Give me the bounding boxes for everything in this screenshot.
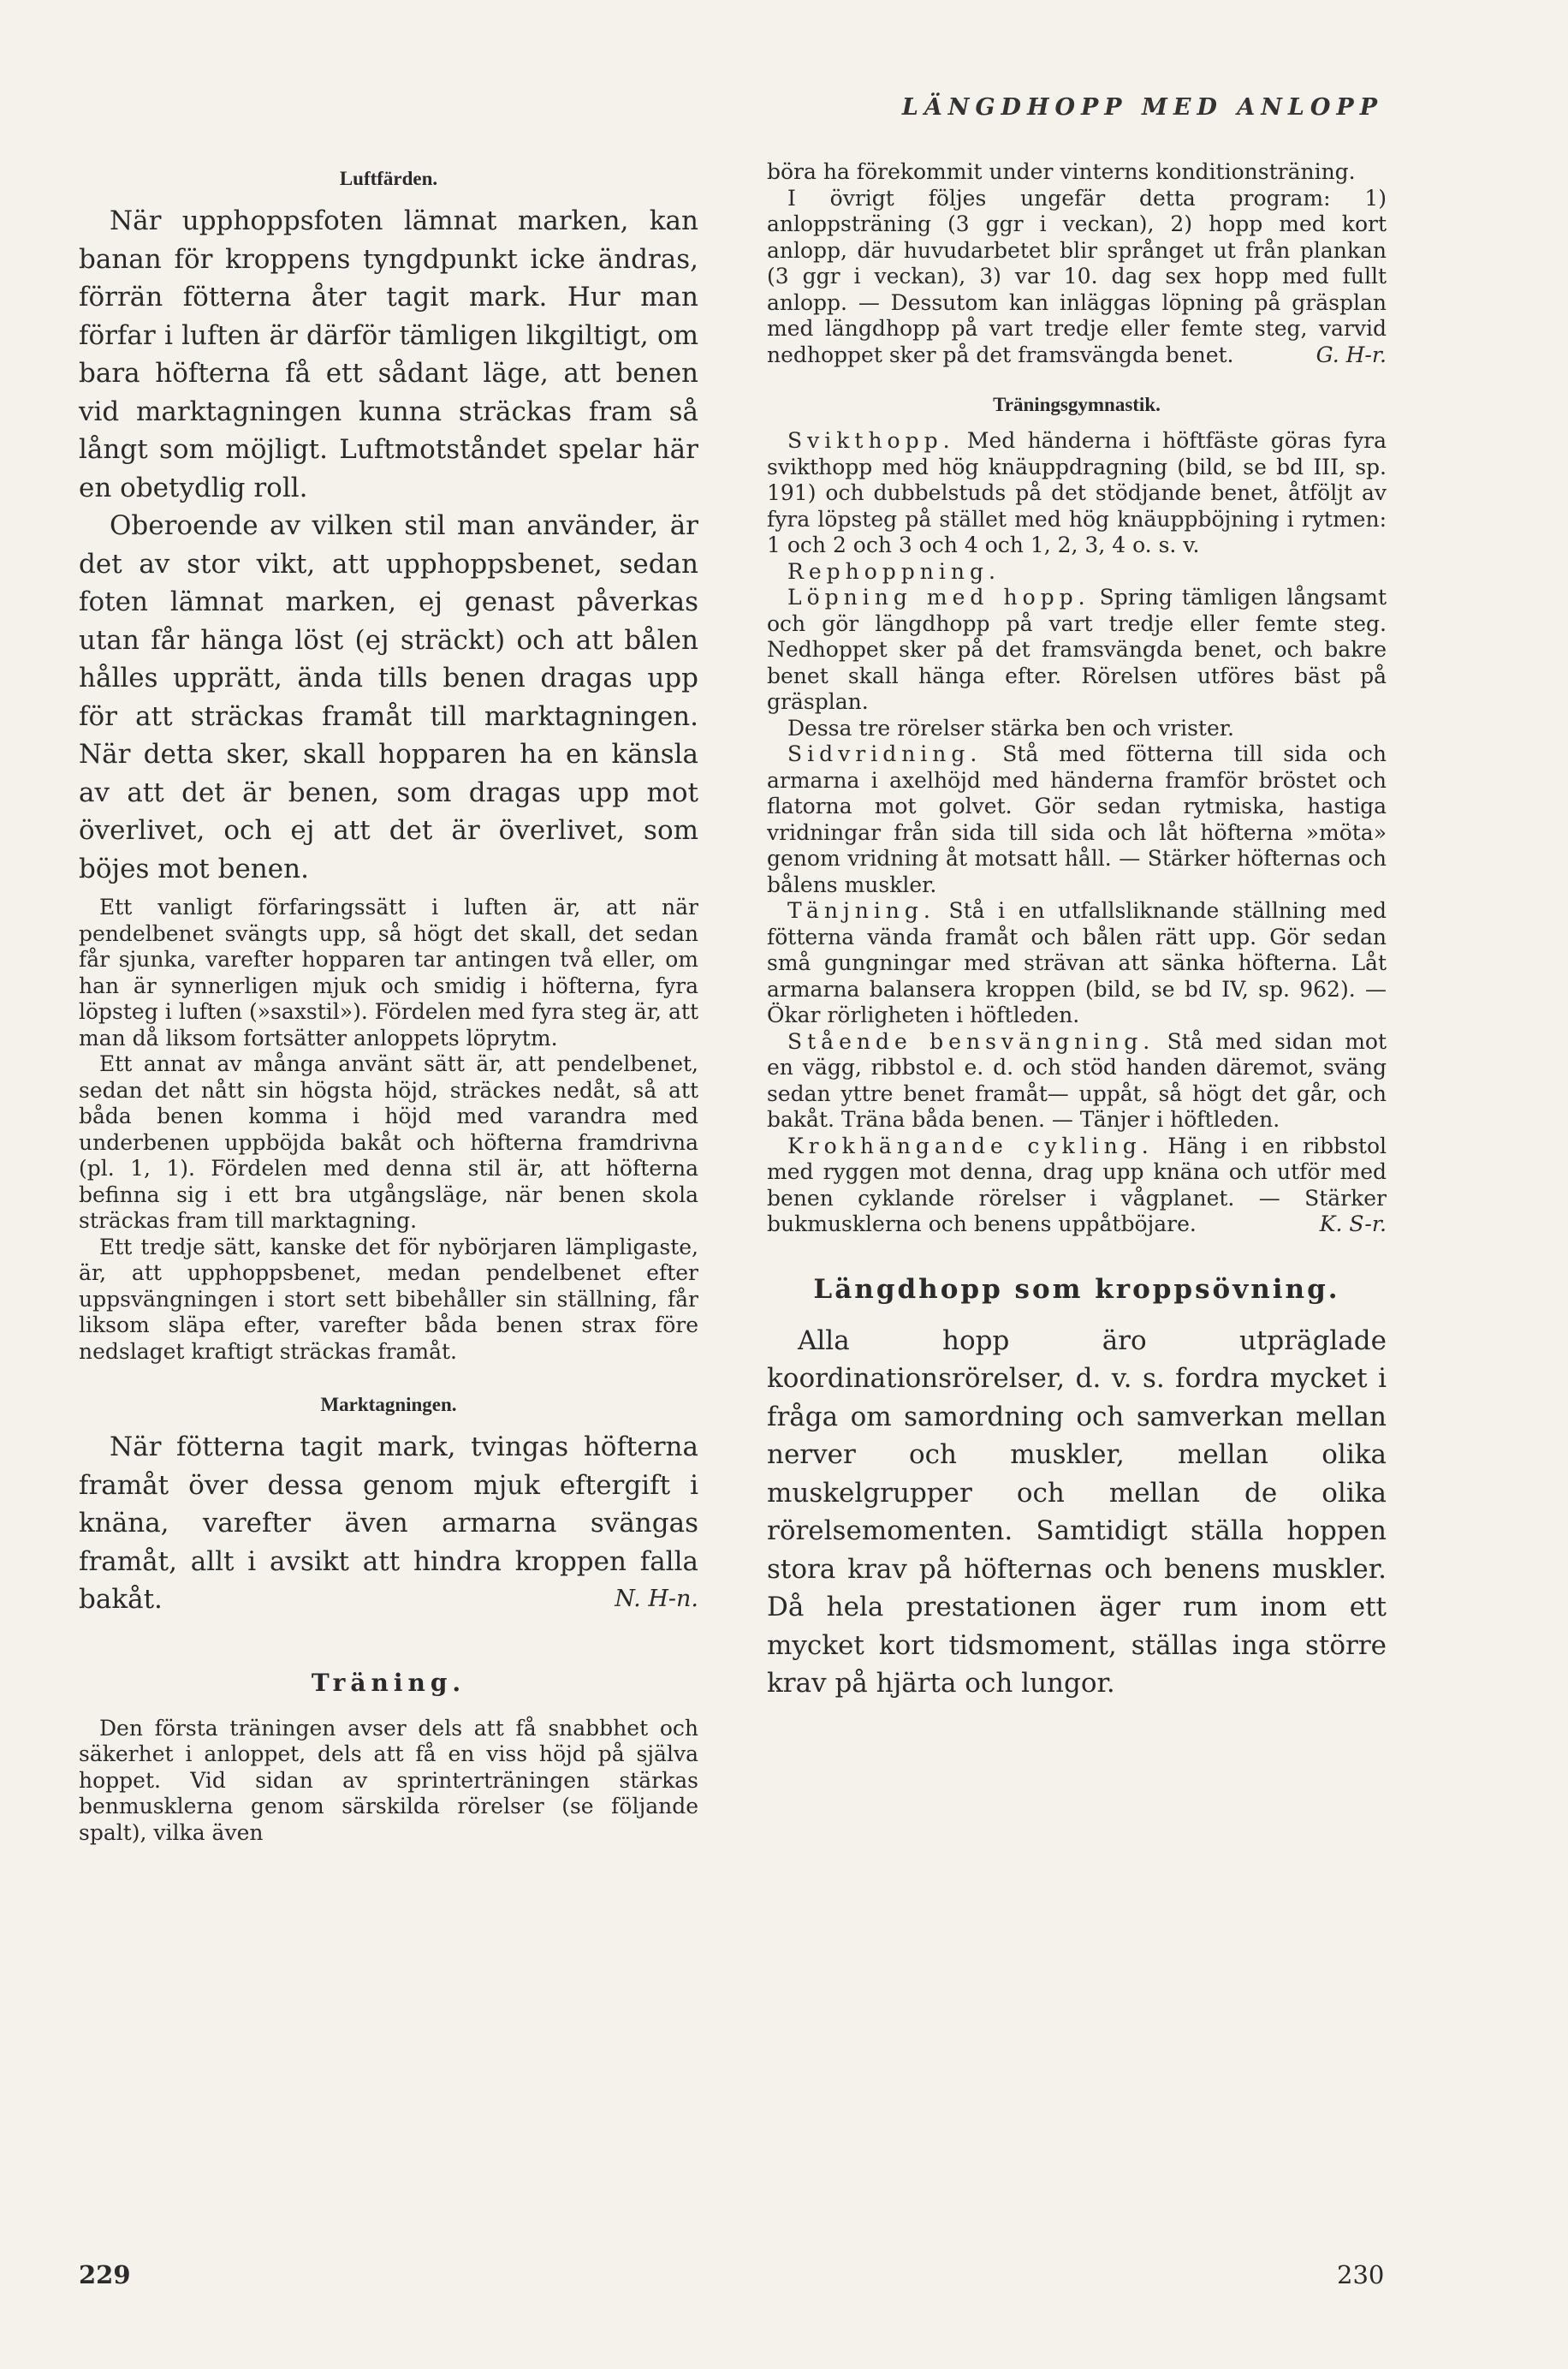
left-column bbox=[79, 163, 698, 1846]
signature: K. S-r. bbox=[1319, 1211, 1387, 1236]
paragraph: Den första träningen avser dels att få snabbhet och säkerhet i anloppet, dels att få en viss höjd på själva hoppet. Vid sidan av sprinterträningen stärkas benmusklerna genom särskilda rörelser (se följande spalt), vilka även bbox=[79, 1715, 698, 1845]
paragraph: Ett tredje sätt, kanske det för nybörjaren lämpligaste, är, att upphoppsbenet, medan pendelbenet efter uppsvängningen i stort sett bibehåller sin ställning, får liksom släpa efter, varefter båda benen strax före nedslaget kraftigt sträckas framåt. bbox=[79, 1234, 698, 1364]
exercise bbox=[767, 1134, 1387, 1238]
exercise bbox=[767, 585, 1387, 716]
exercise-title: Sidvridning. bbox=[787, 741, 983, 766]
exercise bbox=[767, 428, 1387, 559]
exercise-text: Stå i en utfallsliknande ställning med fötterna vända framåt och bålen rätt upp. Gör sedan små gungningar med strävan att sänka höfterna. Låt armarna balansera kroppen (bild, se bd IV, sp. 962). — Ökar rörligheten i höftleden. bbox=[767, 898, 1387, 1027]
exercise-title: Svikthopp. bbox=[787, 428, 955, 453]
heading-kroppsovning: Längdhopp som kroppsövning. bbox=[813, 1273, 1340, 1305]
paragraph-text: I övrigt följes ungefär detta program: 1) anloppsträning (3 ggr i veckan), 2) hopp med kort anlopp, där huvudarbetet blir språnget ut från plankan (3 ggr i veckan), 3) var 10. dag sex hopp med fullt anlopp. — Dessutom kan inläggas löpning på gräsplan med längdhopp på vart tredje eller femte steg, varvid nedhoppet sker på det framsvängda benet. bbox=[767, 185, 1387, 367]
exercises-body bbox=[767, 428, 1387, 1238]
exercise-title: Rephoppning. bbox=[787, 558, 1001, 584]
exercise bbox=[767, 559, 1387, 586]
exercise-text: Spring tämligen långsamt och gör längdhopp på vart tredje eller femte steg. Nedhoppet sker på det framsvängda benet, och bakre benet skall hänga efter. Rörelsen utföres bäst på gräsplan. bbox=[767, 585, 1387, 714]
paragraph: böra ha förekommit under vinterns konditionsträning. bbox=[767, 159, 1356, 184]
signature: G. H-r. bbox=[1316, 342, 1387, 367]
paragraph-text: När fötterna tagit mark, tvingas höfterna framåt över dessa genom mjuk eftergift i knäna, varefter även armarna svängas framåt, allt i avsikt att hindra kroppen falla bakåt. bbox=[79, 1432, 698, 1615]
program-body bbox=[767, 159, 1387, 368]
paragraph bbox=[767, 186, 1387, 369]
exercise bbox=[767, 741, 1387, 898]
luftfarden-body bbox=[79, 202, 698, 888]
exercise-title: Krokhängande cykling. bbox=[787, 1133, 1154, 1158]
exercise-text: Med händerna i höftfäste göras fyra svikthopp med hög knäuppdragning (bild, se bd III, sp. 191) och dubbelstuds på det stödjande benet, åtföljt av fyra löpsteg på stället med hög knäuppböjning i rytmen: 1 och 2 och 3 och 4 och 1, 2, 3, 4 o. s. v. bbox=[767, 428, 1387, 557]
exercise-text: Stå med fötterna till sida och armarna i axelhöjd med händerna framför bröstet och flatorna mot golvet. Gör sedan rytmiska, hastiga vridningar från sida till sida och låt höfterna »möta» genom vridning åt motsatt håll. — Stärker höfternas och bålens muskler. bbox=[767, 741, 1387, 897]
heading-marktagningen: Marktagningen. bbox=[320, 1394, 457, 1415]
exercise-title: Löpning med hopp. bbox=[787, 585, 1090, 610]
paragraph bbox=[79, 1428, 698, 1619]
marktagningen-body bbox=[79, 1428, 698, 1619]
paragraph: När upphoppsfoten lämnat marken, kan banan för kroppens tyngdpunkt icke ändras, förrän fötterna åter tagit mark. Hur man förfar i luften är därför tämligen likgiltigt, om bara höfterna få ett sådant läge, att benen vid marktagningen kunna sträckas fram så långt som möjligt. Luftmotståndet spelar här en obetydlig roll. bbox=[79, 205, 698, 503]
paragraph: Alla hopp äro utpräglade koordinationsrörelser, d. v. s. fordra mycket i fråga om samordning och samverkan mellan nerver och muskler, mellan olika muskelgrupper och mellan de olika rörelsemomenten. Samtidigt ställa hoppen stora krav på höfternas och benens muskler. Då hela prestationen äger rum inom ett mycket kort tidsmoment, ställas inga större krav på hjärta och lungor. bbox=[767, 1324, 1387, 1699]
paragraph: Ett annat av många använt sätt är, att pendelbenet, sedan det nått sin högsta höjd, sträckes nedåt, så att båda benen komma i höjd med varandra med underbenen uppböjda bakåt och höfterna framdrivna (pl. 1, 1). Fördelen med denna stil är, att höfterna befinna sig i ett bra utgångsläge, när benen skola sträckas fram till marktagning. bbox=[79, 1051, 698, 1233]
signature: N. H-n. bbox=[615, 1586, 698, 1612]
heading-traningsgymnastik: Träningsgymnastik. bbox=[993, 394, 1161, 415]
exercise-text: Häng i en ribbstol med ryggen mot denna, drag upp knäna och utför med benen cyklande rörelser i vågplanet. — Stärker bukmusklerna och benens uppåtböjare. bbox=[767, 1133, 1387, 1236]
styles-body bbox=[79, 895, 698, 1365]
paragraph: Ett vanligt förfaringssätt i luften är, att när pendelbenet svängts upp, så högt det skall, det sedan får sjunka, varefter hopparen tar antingen två eller, om han är synnerligen mjuk och smidig i höfterna, fyra löpsteg i luften (»saxstil»). Fördelen med fyra steg är, att man då liksom fortsätter anloppets löprytm. bbox=[79, 895, 698, 1051]
page-number-right: 230 bbox=[1337, 2260, 1385, 2289]
exercise-title: Tänjning. bbox=[787, 898, 935, 923]
page-number-left: 229 bbox=[79, 2260, 131, 2289]
running-header: LÄNGDHOPP MED ANLOPP bbox=[901, 94, 1383, 121]
exercise-text: Stå med sidan mot en vägg, ribbstol e. d. och stöd handen däremot, sväng sedan yttre benet framåt— uppåt, så högt det går, och bakåt. Träna båda benen. — Tänjer i höftleden. bbox=[767, 1028, 1387, 1132]
kroppsovning-body bbox=[767, 1322, 1387, 1703]
exercise bbox=[767, 1029, 1387, 1134]
heading-traning: Träning. bbox=[311, 1668, 466, 1697]
paragraph: Oberoende av vilken stil man använder, är det av stor vikt, att upphoppsbenet, sedan foten lämnat marken, ej genast påverkas utan får hänga löst (ej sträckt) och att bålen hålles upprätt, ända tills benen dragas upp för att sträckas framåt till marktagningen. När detta sker, skall hopparen ha en känsla av att det är benen, som dragas upp mot överlivet, och ej att det är överlivet, som böjes mot benen. bbox=[79, 510, 698, 884]
traning-body bbox=[79, 1716, 698, 1847]
exercise bbox=[767, 898, 1387, 1029]
heading-luftfarden: Luftfärden. bbox=[339, 168, 438, 189]
exercise-title: Stående bensvängning. bbox=[787, 1028, 1155, 1054]
exercise-summary: Dessa tre rörelser stärka ben och vrister. bbox=[787, 715, 1234, 741]
right-column bbox=[767, 159, 1387, 1703]
